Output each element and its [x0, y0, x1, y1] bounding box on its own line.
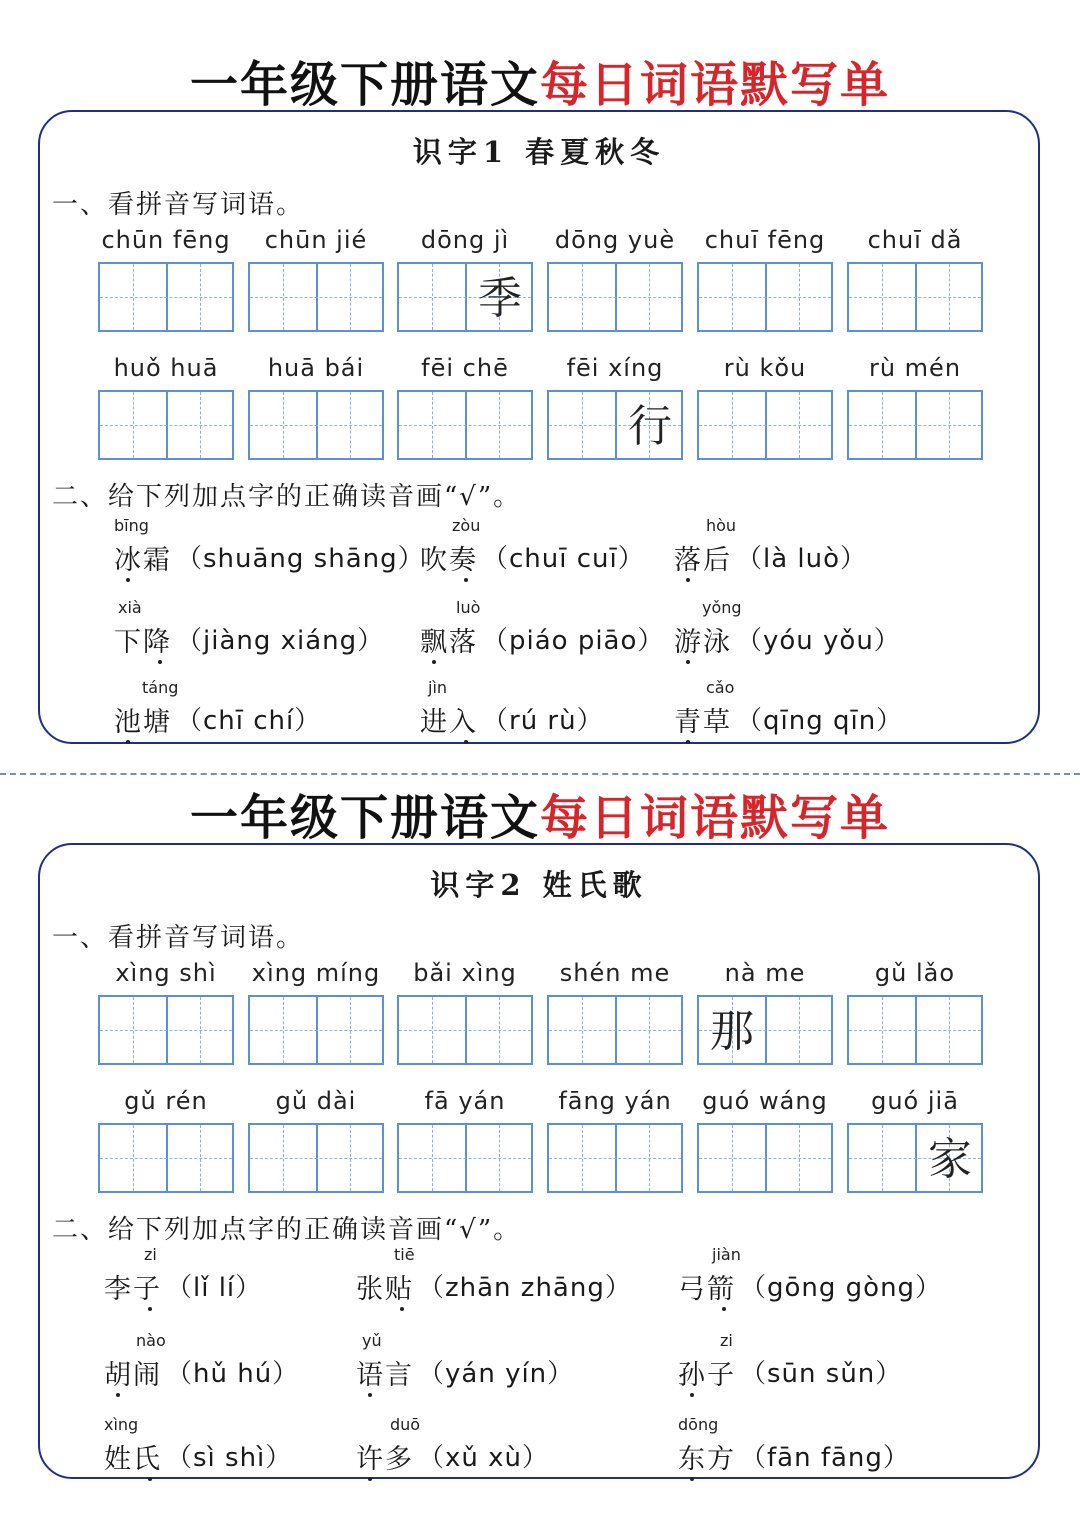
question-word: 李子	[104, 1274, 162, 1305]
pinyin-label: guó jiā	[871, 1087, 959, 1115]
question-word: 落后	[674, 545, 732, 576]
pronunciation-question	[356, 1245, 656, 1307]
lesson-title: 识字1 春夏秋冬	[412, 135, 666, 169]
word-cell	[248, 1085, 384, 1195]
question-word: 姓氏	[104, 1444, 162, 1475]
pinyin-label: fāng yán	[558, 1087, 672, 1115]
word-cell	[547, 957, 683, 1067]
pronunciation-question	[114, 678, 414, 740]
writing-box[interactable]	[248, 390, 384, 460]
answer-options[interactable]: （sūn sǔn）	[740, 1359, 903, 1389]
writing-box[interactable]	[847, 995, 983, 1065]
emphasis-dot	[722, 1307, 726, 1311]
writing-box[interactable]	[847, 1123, 983, 1193]
dotted-char-pinyin: duō	[390, 1415, 421, 1434]
worksheet-2	[0, 733, 1080, 1473]
word-cell	[847, 1085, 983, 1195]
worksheet-title	[0, 46, 1080, 116]
title-daily-dictation: 每日词语默写单	[540, 790, 891, 846]
dotted-char-pinyin: luò	[456, 598, 481, 617]
question-word: 飘落	[420, 627, 478, 658]
hint-character: 家	[928, 1134, 972, 1185]
writing-box[interactable]	[98, 390, 234, 460]
pinyin-label: gǔ rén	[124, 1087, 208, 1115]
answer-options[interactable]: （yóu yǒu）	[736, 626, 901, 656]
pinyin-label: gǔ lǎo	[874, 959, 956, 987]
pinyin-label: dōng jì	[420, 226, 510, 254]
answer-options[interactable]: （gōng gòng）	[740, 1273, 943, 1303]
writing-box[interactable]	[397, 995, 533, 1065]
emphasis-dot	[368, 1393, 372, 1397]
word-cell	[697, 352, 833, 462]
question-word: 东方	[678, 1444, 736, 1475]
writing-box[interactable]	[248, 995, 384, 1065]
pinyin-label: rù mén	[868, 354, 962, 382]
word-cell	[697, 957, 833, 1067]
dotted-char-pinyin: táng	[142, 678, 179, 697]
word-cell	[248, 224, 384, 334]
question-word: 游泳	[674, 627, 732, 658]
word-cell	[98, 224, 234, 334]
writing-box[interactable]	[397, 1123, 533, 1193]
answer-options[interactable]: （hǔ hú）	[166, 1359, 300, 1389]
question-word: 下降	[114, 627, 172, 658]
word-cell	[98, 1085, 234, 1195]
writing-box[interactable]	[547, 995, 683, 1065]
dotted-char-pinyin: zi	[144, 1245, 157, 1264]
emphasis-dot	[690, 1477, 694, 1481]
dotted-char-pinyin: yǒng	[702, 598, 742, 617]
worksheet-panel	[38, 843, 1040, 1479]
word-cell	[697, 1085, 833, 1195]
title-grade: 一年级下册语文	[189, 57, 540, 113]
emphasis-dot	[690, 1393, 694, 1397]
pinyin-label: huǒ huā	[113, 354, 219, 382]
answer-options[interactable]: （yán yín）	[418, 1359, 575, 1389]
dotted-char-pinyin: bīng	[114, 516, 149, 535]
dotted-char-pinyin: nào	[136, 1331, 166, 1350]
writing-box[interactable]	[697, 390, 833, 460]
pronunciation-question	[114, 516, 425, 578]
pronunciation-question	[674, 516, 974, 578]
question-word: 冰霜	[114, 545, 172, 576]
pronunciation-question	[356, 1415, 656, 1477]
question-word: 进入	[420, 707, 478, 738]
writing-box[interactable]	[98, 1123, 234, 1193]
dotted-char-pinyin: hòu	[706, 516, 737, 535]
writing-box[interactable]	[547, 262, 683, 332]
writing-box[interactable]	[248, 1123, 384, 1193]
word-cell	[248, 352, 384, 462]
pronunciation-question	[674, 678, 974, 740]
pronunciation-question	[114, 598, 414, 660]
question-word: 语言	[356, 1360, 414, 1391]
answer-options[interactable]: （zhān zhāng）	[418, 1273, 632, 1303]
title-daily-dictation: 每日词语默写单	[540, 57, 891, 113]
emphasis-dot	[686, 578, 690, 582]
writing-box[interactable]	[697, 995, 833, 1065]
emphasis-dot	[368, 1477, 372, 1481]
worksheet-title	[0, 779, 1080, 849]
writing-box[interactable]	[397, 390, 533, 460]
dotted-char-pinyin: zi	[720, 1331, 733, 1350]
question-word: 孙子	[678, 1360, 736, 1391]
writing-box[interactable]	[547, 1123, 683, 1193]
dotted-char-pinyin: xià	[118, 598, 142, 617]
pinyin-label: fēi chē	[421, 354, 509, 382]
pinyin-label: chuī dǎ	[867, 226, 963, 254]
word-cell	[847, 352, 983, 462]
word-cell	[547, 224, 683, 334]
pinyin-label: fā yán	[424, 1087, 506, 1115]
pinyin-label: xìng míng	[251, 959, 381, 987]
writing-box[interactable]	[847, 390, 983, 460]
worksheet-panel	[38, 110, 1040, 744]
emphasis-dot	[116, 1393, 120, 1397]
pinyin-label: dōng yuè	[554, 226, 676, 254]
answer-options[interactable]: （sì shì）	[166, 1443, 293, 1473]
word-cell	[98, 352, 234, 462]
pinyin-label: rù kǒu	[723, 354, 807, 382]
answer-options[interactable]: （là luò）	[736, 544, 868, 574]
answer-options[interactable]: （rú rù）	[482, 706, 604, 736]
answer-options[interactable]: （shuāng shāng）	[176, 544, 425, 574]
dotted-char-pinyin: jìn	[428, 678, 448, 697]
pinyin-label: nà me	[724, 959, 806, 987]
hint-character: 行	[628, 401, 672, 452]
question-word: 许多	[356, 1444, 414, 1475]
question-word: 池塘	[114, 707, 172, 738]
emphasis-dot	[686, 660, 690, 664]
writing-box[interactable]	[697, 1123, 833, 1193]
emphasis-dot	[400, 1307, 404, 1311]
answer-options[interactable]: （piáo piāo）	[482, 626, 665, 656]
title-grade: 一年级下册语文	[189, 790, 540, 846]
question-word: 弓箭	[678, 1274, 736, 1305]
answer-options[interactable]: （chuī cuī）	[482, 544, 645, 574]
pinyin-label: xìng shì	[115, 959, 217, 987]
pinyin-label: chūn jié	[264, 226, 368, 254]
writing-box[interactable]	[847, 262, 983, 332]
emphasis-dot	[464, 578, 468, 582]
section-title-pinyin: 一、看拼音写词语。	[52, 923, 305, 953]
word-cell	[697, 224, 833, 334]
pronunciation-question	[678, 1415, 978, 1477]
worksheet-1	[0, 0, 1080, 740]
pronunciation-question	[674, 598, 974, 660]
pinyin-label: chūn fēng	[101, 226, 231, 254]
pinyin-label: chuī fēng	[704, 226, 826, 254]
word-cell	[397, 352, 533, 462]
emphasis-dot	[158, 660, 162, 664]
writing-box[interactable]	[248, 262, 384, 332]
emphasis-dot	[432, 660, 436, 664]
pronunciation-question	[678, 1245, 978, 1307]
pinyin-label: fēi xíng	[566, 354, 664, 382]
dotted-char-pinyin: zòu	[452, 516, 481, 535]
hint-character: 季	[478, 273, 522, 324]
pronunciation-question	[356, 1331, 656, 1393]
section-title-pronunciation: 二、给下列加点字的正确读音画“√”。	[52, 1215, 522, 1245]
writing-box[interactable]	[98, 995, 234, 1065]
dotted-char-pinyin: yǔ	[362, 1331, 382, 1350]
word-cell	[397, 224, 533, 334]
writing-box[interactable]	[547, 390, 683, 460]
word-cell	[547, 1085, 683, 1195]
word-cell	[847, 957, 983, 1067]
writing-box[interactable]	[397, 262, 533, 332]
question-word: 青草	[674, 707, 732, 738]
answer-options[interactable]: （qīng qīn）	[736, 706, 904, 736]
answer-options[interactable]: （chī chí）	[176, 706, 322, 736]
dotted-char-pinyin: jiàn	[712, 1245, 741, 1264]
emphasis-dot	[148, 1307, 152, 1311]
answer-options[interactable]: （jiàng xiáng）	[176, 626, 385, 656]
dotted-char-pinyin: xìng	[104, 1415, 139, 1434]
writing-box[interactable]	[697, 262, 833, 332]
dotted-char-pinyin: cǎo	[706, 678, 735, 697]
question-word: 胡闹	[104, 1360, 162, 1391]
word-cell	[397, 1085, 533, 1195]
word-cell	[397, 957, 533, 1067]
emphasis-dot	[126, 578, 130, 582]
hint-character: 那	[710, 1006, 754, 1057]
question-word: 吹奏	[420, 545, 478, 576]
answer-options[interactable]: （fān fāng）	[740, 1443, 910, 1473]
pinyin-label: gǔ dài	[275, 1087, 357, 1115]
pronunciation-question	[678, 1331, 978, 1393]
word-cell	[547, 352, 683, 462]
writing-box[interactable]	[98, 262, 234, 332]
answer-options[interactable]: （xǔ xù）	[418, 1443, 549, 1473]
pinyin-label: huā bái	[267, 354, 365, 382]
word-cell	[847, 224, 983, 334]
pinyin-label: shén me	[559, 959, 671, 987]
section-title-pronunciation: 二、给下列加点字的正确读音画“√”。	[52, 482, 522, 512]
word-cell	[248, 957, 384, 1067]
word-cell	[98, 957, 234, 1067]
pinyin-label: guó wáng	[702, 1087, 828, 1115]
emphasis-dot	[148, 1477, 152, 1481]
lesson-title: 识字2 姓氏歌	[430, 868, 648, 902]
section-title-pinyin: 一、看拼音写词语。	[52, 190, 305, 220]
answer-options[interactable]: （lǐ lí）	[166, 1273, 263, 1303]
pinyin-label: bǎi xìng	[413, 959, 517, 987]
dotted-char-pinyin: dōng	[678, 1415, 719, 1434]
question-word: 张贴	[356, 1274, 414, 1305]
dotted-char-pinyin: tiē	[394, 1245, 415, 1264]
